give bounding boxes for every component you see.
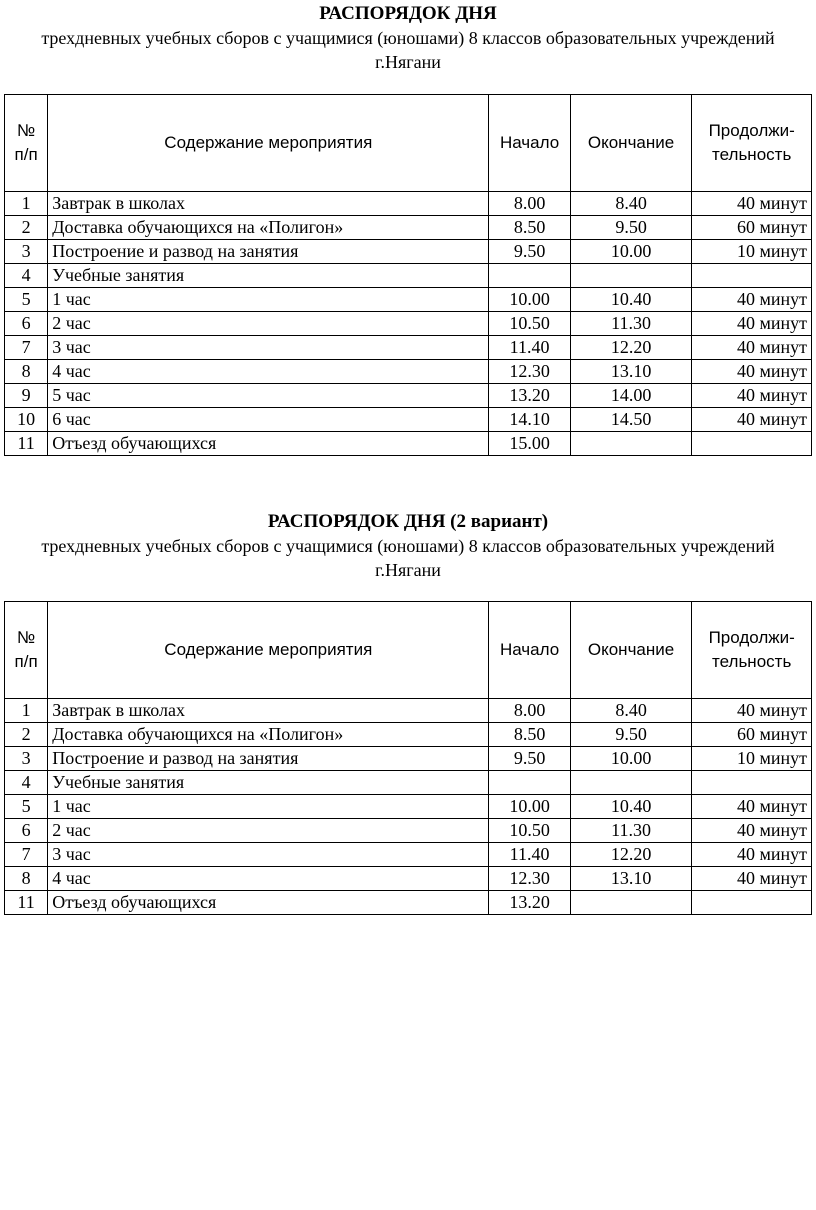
row-num: 3 bbox=[5, 747, 48, 771]
row-name: Отъезд обучающихся bbox=[48, 432, 489, 456]
row-start: 13.20 bbox=[489, 891, 570, 915]
row-start: 9.50 bbox=[489, 747, 570, 771]
row-name: 2 час bbox=[48, 819, 489, 843]
table-row bbox=[5, 843, 812, 867]
schedule-1-heading bbox=[0, 2, 816, 74]
row-end bbox=[570, 264, 692, 288]
row-name: 4 час bbox=[48, 360, 489, 384]
row-name: 1 час bbox=[48, 288, 489, 312]
row-start: 8.50 bbox=[489, 216, 570, 240]
row-end: 13.10 bbox=[570, 867, 692, 891]
schedule-2-heading bbox=[0, 510, 816, 582]
header-end: Окончание bbox=[570, 95, 692, 192]
schedule-1-subtitle: трехдневных учебных сборов с учащимися (юношами) 8 классов образовательных учреждений г.Нягани bbox=[41, 28, 775, 72]
table-header-row bbox=[5, 602, 812, 699]
header-duration: Продолжи-тельность bbox=[692, 602, 812, 699]
table-row bbox=[5, 747, 812, 771]
row-duration: 60 минут bbox=[692, 723, 812, 747]
row-num: 5 bbox=[5, 795, 48, 819]
row-duration bbox=[692, 771, 812, 795]
row-name: 5 час bbox=[48, 384, 489, 408]
table-row bbox=[5, 795, 812, 819]
row-start: 14.10 bbox=[489, 408, 570, 432]
table-row bbox=[5, 336, 812, 360]
row-num: 1 bbox=[5, 699, 48, 723]
row-num: 4 bbox=[5, 771, 48, 795]
row-start: 8.50 bbox=[489, 723, 570, 747]
row-end: 10.00 bbox=[570, 747, 692, 771]
row-end: 12.20 bbox=[570, 336, 692, 360]
row-start: 8.00 bbox=[489, 192, 570, 216]
row-name: Завтрак в школах bbox=[48, 192, 489, 216]
row-num: 11 bbox=[5, 891, 48, 915]
row-name: Построение и развод на занятия bbox=[48, 240, 489, 264]
row-end: 10.40 bbox=[570, 288, 692, 312]
row-num: 10 bbox=[5, 408, 48, 432]
row-name: 3 час bbox=[48, 336, 489, 360]
row-end: 9.50 bbox=[570, 723, 692, 747]
row-name: 3 час bbox=[48, 843, 489, 867]
row-end: 14.00 bbox=[570, 384, 692, 408]
row-name: Построение и развод на занятия bbox=[48, 747, 489, 771]
table-row bbox=[5, 699, 812, 723]
table-header-row bbox=[5, 95, 812, 192]
table-row bbox=[5, 264, 812, 288]
row-end: 12.20 bbox=[570, 843, 692, 867]
schedule-2-title: РАСПОРЯДОК ДНЯ (2 вариант) bbox=[267, 511, 549, 532]
table-row bbox=[5, 360, 812, 384]
row-duration: 40 минут bbox=[692, 360, 812, 384]
row-start: 15.00 bbox=[489, 432, 570, 456]
row-duration: 10 минут bbox=[692, 747, 812, 771]
schedule-2-subtitle: трехдневных учебных сборов с учащимися (юношами) 8 классов образовательных учреждений г.Нягани bbox=[41, 536, 775, 580]
row-end: 8.40 bbox=[570, 192, 692, 216]
table-row bbox=[5, 240, 812, 264]
schedule-1-title: РАСПОРЯДОК ДНЯ bbox=[319, 3, 497, 24]
row-start: 13.20 bbox=[489, 384, 570, 408]
row-num: 5 bbox=[5, 288, 48, 312]
row-end: 11.30 bbox=[570, 312, 692, 336]
row-start: 8.00 bbox=[489, 699, 570, 723]
row-end: 8.40 bbox=[570, 699, 692, 723]
row-end: 13.10 bbox=[570, 360, 692, 384]
row-duration bbox=[692, 264, 812, 288]
header-end: Окончание bbox=[570, 602, 692, 699]
row-name: Учебные занятия bbox=[48, 771, 489, 795]
header-name: Содержание мероприятия bbox=[48, 602, 489, 699]
row-duration: 40 минут bbox=[692, 192, 812, 216]
row-duration: 40 минут bbox=[692, 699, 812, 723]
row-num: 7 bbox=[5, 843, 48, 867]
row-num: 11 bbox=[5, 432, 48, 456]
row-name: Доставка обучающихся на «Полигон» bbox=[48, 723, 489, 747]
row-start: 10.50 bbox=[489, 312, 570, 336]
header-duration: Продолжи-тельность bbox=[692, 95, 812, 192]
table-row bbox=[5, 288, 812, 312]
row-name: Доставка обучающихся на «Полигон» bbox=[48, 216, 489, 240]
table-row bbox=[5, 771, 812, 795]
row-num: 9 bbox=[5, 384, 48, 408]
row-name: 6 час bbox=[48, 408, 489, 432]
row-end: 10.00 bbox=[570, 240, 692, 264]
table-row bbox=[5, 432, 812, 456]
row-end bbox=[570, 771, 692, 795]
row-name: Отъезд обучающихся bbox=[48, 891, 489, 915]
row-end bbox=[570, 432, 692, 456]
row-start: 12.30 bbox=[489, 360, 570, 384]
row-start: 10.50 bbox=[489, 819, 570, 843]
row-start: 9.50 bbox=[489, 240, 570, 264]
row-end bbox=[570, 891, 692, 915]
row-num: 8 bbox=[5, 867, 48, 891]
header-num: № п/п bbox=[5, 95, 48, 192]
row-end: 9.50 bbox=[570, 216, 692, 240]
row-duration: 40 минут bbox=[692, 819, 812, 843]
row-name: Завтрак в школах bbox=[48, 699, 489, 723]
row-num: 2 bbox=[5, 216, 48, 240]
row-duration: 40 минут bbox=[692, 312, 812, 336]
row-duration bbox=[692, 432, 812, 456]
row-num: 2 bbox=[5, 723, 48, 747]
table-row bbox=[5, 384, 812, 408]
row-num: 8 bbox=[5, 360, 48, 384]
row-start: 11.40 bbox=[489, 336, 570, 360]
row-name: 4 час bbox=[48, 867, 489, 891]
row-num: 1 bbox=[5, 192, 48, 216]
row-start: 12.30 bbox=[489, 867, 570, 891]
row-num: 4 bbox=[5, 264, 48, 288]
row-duration bbox=[692, 891, 812, 915]
row-name: Учебные занятия bbox=[48, 264, 489, 288]
row-num: 6 bbox=[5, 819, 48, 843]
row-start: 10.00 bbox=[489, 795, 570, 819]
header-num: № п/п bbox=[5, 602, 48, 699]
schedule-2-table bbox=[4, 601, 812, 915]
table-row bbox=[5, 192, 812, 216]
row-num: 6 bbox=[5, 312, 48, 336]
row-name: 2 час bbox=[48, 312, 489, 336]
row-duration: 40 минут bbox=[692, 843, 812, 867]
table-row bbox=[5, 819, 812, 843]
row-duration: 60 минут bbox=[692, 216, 812, 240]
row-start bbox=[489, 264, 570, 288]
row-end: 11.30 bbox=[570, 819, 692, 843]
row-duration: 10 минут bbox=[692, 240, 812, 264]
schedule-1-table bbox=[4, 94, 812, 456]
row-duration: 40 минут bbox=[692, 795, 812, 819]
table-row bbox=[5, 312, 812, 336]
table-row bbox=[5, 723, 812, 747]
header-name: Содержание мероприятия bbox=[48, 95, 489, 192]
table-row bbox=[5, 216, 812, 240]
header-start: Начало bbox=[489, 602, 570, 699]
row-num: 3 bbox=[5, 240, 48, 264]
header-start: Начало bbox=[489, 95, 570, 192]
row-start: 11.40 bbox=[489, 843, 570, 867]
row-num: 7 bbox=[5, 336, 48, 360]
row-duration: 40 минут bbox=[692, 867, 812, 891]
row-start bbox=[489, 771, 570, 795]
row-duration: 40 минут bbox=[692, 336, 812, 360]
row-duration: 40 минут bbox=[692, 288, 812, 312]
row-name: 1 час bbox=[48, 795, 489, 819]
row-duration: 40 минут bbox=[692, 408, 812, 432]
row-end: 14.50 bbox=[570, 408, 692, 432]
row-start: 10.00 bbox=[489, 288, 570, 312]
table-row bbox=[5, 867, 812, 891]
table-row bbox=[5, 408, 812, 432]
table-row bbox=[5, 891, 812, 915]
row-end: 10.40 bbox=[570, 795, 692, 819]
row-duration: 40 минут bbox=[692, 384, 812, 408]
